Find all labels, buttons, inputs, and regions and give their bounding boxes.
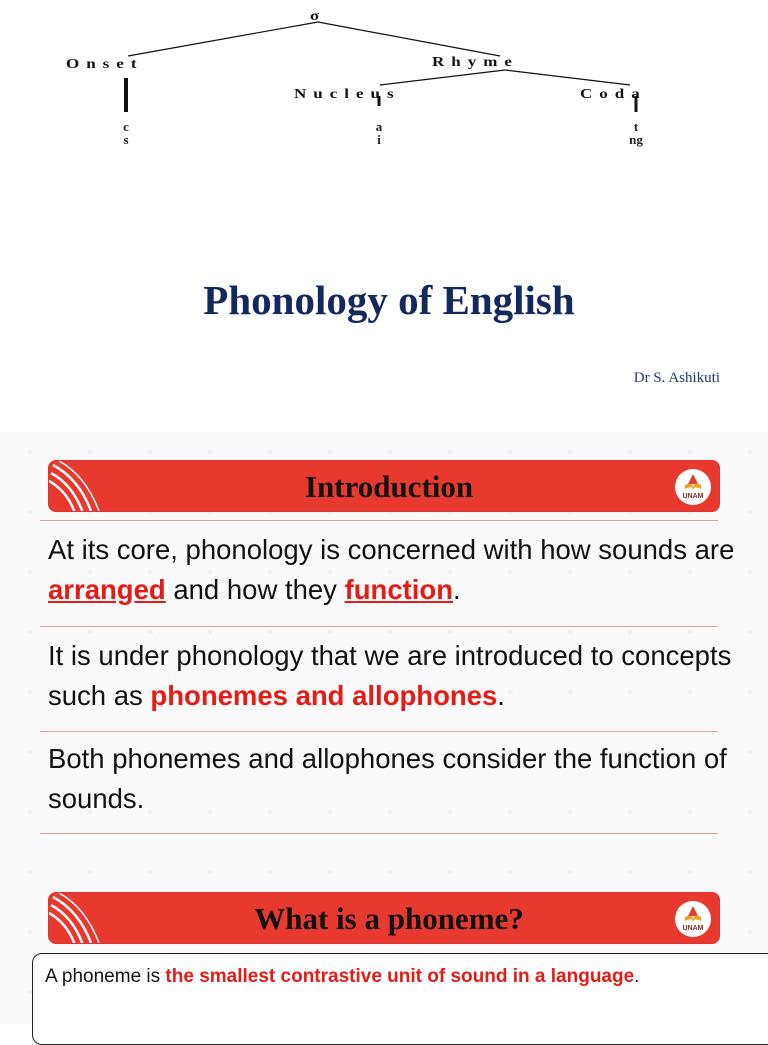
phoneme-definition	[45, 962, 735, 991]
onset-leaves	[106, 120, 146, 146]
divider-4	[40, 833, 718, 834]
book-flame-logo-icon	[675, 901, 711, 925]
unam-logo	[675, 901, 711, 937]
definition-text-1: A phoneme is	[45, 966, 166, 987]
phoneme-banner	[48, 892, 720, 944]
p2-text-1: It is under phonology that we are introduced to concepts such as	[48, 640, 732, 711]
introduction-slide	[0, 432, 768, 1024]
logo-text: UNAM	[682, 925, 704, 932]
nucleus-leaf-2: i	[377, 132, 381, 147]
tree-root-sigma: σ	[310, 8, 320, 24]
presentation-title: Phonology of English	[203, 277, 575, 323]
title-slide	[0, 0, 768, 432]
logo-text: UNAM	[682, 493, 704, 500]
paragraph-function-of-sounds: Both phonemes and allophones consider the function of sounds.	[48, 743, 727, 814]
divider-3	[40, 731, 718, 732]
p1-text-2: and how they	[165, 574, 345, 605]
tree-node-rhyme: Rhyme	[432, 54, 519, 70]
tree-node-nucleus: Nucleus	[294, 86, 401, 102]
coda-leaves	[616, 120, 656, 146]
highlight-arranged: arranged	[48, 574, 166, 605]
phoneme-definition-box	[32, 953, 768, 1045]
p1-text-1: At its core, phonology is concerned with how sounds are	[48, 534, 735, 565]
book-flame-logo-icon	[675, 469, 711, 493]
nucleus-leaf-1: a	[375, 119, 383, 134]
author-name: Dr S. Ashikuti	[633, 370, 720, 386]
tree-node-coda: Coda	[580, 86, 647, 102]
coda-leaf-1: t	[633, 119, 639, 134]
introduction-heading: Introduction	[304, 469, 474, 504]
tree-node-onset: Onset	[66, 56, 144, 72]
definition-text-2: .	[634, 966, 640, 987]
p2-text-2: .	[497, 680, 505, 711]
paragraph-core-concern	[48, 530, 758, 610]
divider-1	[40, 520, 718, 521]
onset-leaf-1: c	[123, 119, 129, 134]
phoneme-heading: What is a phoneme?	[254, 901, 524, 936]
nucleus-leaves	[359, 120, 399, 146]
paragraph-phonemes-allophones	[48, 636, 758, 716]
highlight-phonemes-allophones: phonemes and allophones	[150, 680, 498, 711]
unam-logo	[675, 469, 711, 505]
introduction-banner	[48, 460, 720, 512]
highlight-definition: the smallest contrastive unit of sound in a language	[165, 966, 635, 987]
p1-text-3: .	[453, 574, 461, 605]
onset-leaf-2: s	[123, 132, 129, 147]
coda-leaf-2: ng	[629, 132, 643, 147]
divider-2	[40, 626, 718, 627]
highlight-function: function	[344, 574, 454, 605]
